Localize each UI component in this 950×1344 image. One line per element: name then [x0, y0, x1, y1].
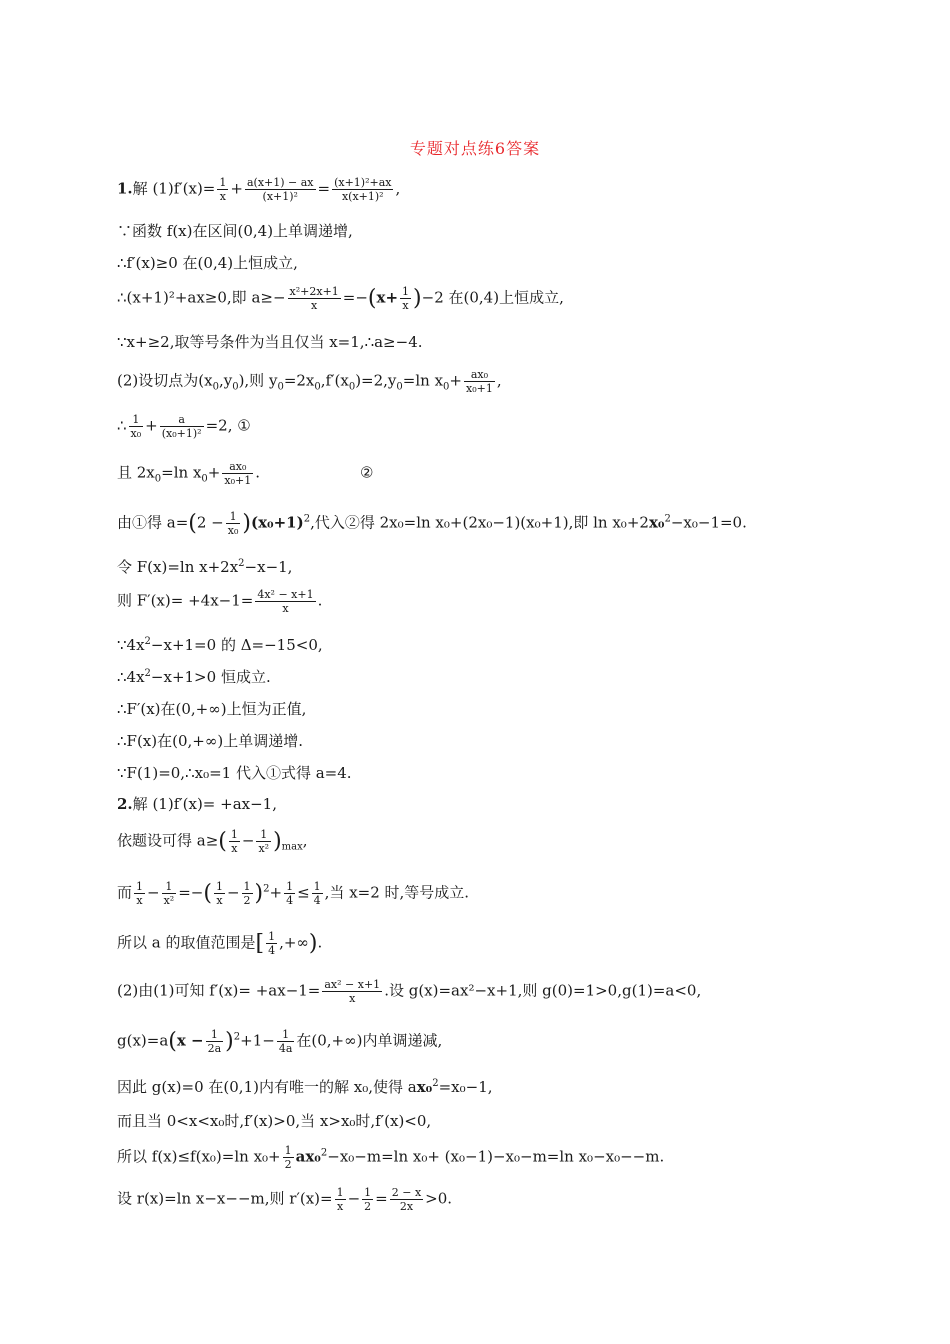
fraction: $\frac{1}{2}$	[284, 1144, 292, 1171]
fraction: $\frac{1}{x}$	[336, 1186, 344, 1213]
line-18: 依题设可得 a≥( $\frac{1}{x}$ − $\frac{1}{\text{x²}}$ )$_{max}$,	[117, 828, 308, 855]
line-24: 而且当 0<x<x₀时,f′(x)>0,当 x>x₀时,f′(x)<0,	[117, 1112, 432, 1130]
fraction: $\frac{1}{x}$	[215, 880, 223, 907]
fraction: $\frac{1}{4}$	[286, 880, 294, 907]
fraction: $\frac{\text{(x+1)²+ax}}{\text{x(x+1)²}}$	[334, 176, 392, 203]
line-17: 2.解 (1)f′(x)= +ax−1,	[117, 795, 277, 813]
line-10: 令 F(x)=ln $x+2x^2-x-1$,	[117, 558, 293, 576]
line-2: ∵函数 f(x)在区间(0,4)上单调递增,	[117, 222, 353, 240]
fraction: $\frac{\text{ax₀}}{\text{x₀+1}}$	[224, 460, 252, 487]
line-20: 所以 a 的取值范围是[ $\frac{1}{4}$ ,+∞).	[117, 930, 323, 957]
line-9: 由①得 a=(2 − $\frac{1}{\text{x₀}}$ )$(x_0+1)^2$,代入②得 2x₀=ln x₀+(2x₀−1)(x₀+1),即 ln x₀+2x₀$^2$−x₀−1=0.	[117, 510, 747, 537]
fraction: $\frac{\text{ax₀}}{\text{x₀+1}}$	[466, 368, 493, 395]
fraction: $\frac{1}{x}$	[230, 828, 238, 855]
line-26: 设 r(x)=ln x−x−−m,则 r′(x)= $\frac{1}{x}$ − $\frac{1}{2}$ = $\frac{2 - x}{2x}$ >0.	[117, 1186, 453, 1213]
line-12: $\because 4x^2-x+1=0$ 的 Δ=−15<0,	[117, 636, 323, 654]
fraction: $\frac{1}{2a}$	[207, 1028, 222, 1055]
line-5: ∵x+≥2,取等号条件为当且仅当 x=1,∴a≥−4.	[117, 333, 423, 351]
line-1: 1.解 (1)f′(x)= $\frac{1}{x}$ + $\frac{a(x+1) - ax}{\text{(x+1)²}}$ = $\frac{\text{(x+1)²+ax}}{\text{x(x+1)²}}$ ,	[117, 176, 401, 203]
fraction: $\frac{\text{x²+2x+1}}{x}$	[289, 285, 339, 312]
fraction: $\frac{1}{\text{x²}}$	[163, 880, 175, 907]
line-23: 因此 g(x)=0 在(0,1)内有唯一的解 x₀,使得 ax₀$^2$=x₀−1,	[117, 1078, 493, 1096]
fraction: $\frac{1}{4}$	[268, 930, 276, 957]
fraction: $\frac{a(x+1) - ax}{\text{(x+1)²}}$	[246, 176, 314, 203]
fraction: $\frac{1}{x}$	[136, 880, 144, 907]
line-21: (2)由(1)可知 f′(x)= +ax−1= $\frac{\text{ax² − x+1}}{x}$ .设 g(x)=ax²−x+1,则 g(0)=1>0,g(1)=a<0,	[117, 978, 702, 1005]
fraction: $\frac{1}{\text{x₀}}$	[130, 413, 142, 440]
fraction: $\frac{\text{4x² − x+1}}{x}$	[257, 588, 314, 615]
fraction: $\frac{1}{x}$	[402, 285, 410, 312]
line-15: ∴F(x)在(0,+∞)上单调递增.	[117, 732, 303, 750]
line-3: ∴f′(x)≥0 在(0,4)上恒成立,	[117, 254, 298, 272]
line-19: 而 $\frac{1}{x}$ − $\frac{1}{\text{x²}}$ =−( $\frac{1}{x}$ − $\frac{1}{2}$ )$^2$+ $\frac{1}{4}$ ≤ $\frac{1}{4}$ ,当 x=2 时,等号成立.	[117, 880, 470, 907]
fraction: $\frac{1}{4}$	[313, 880, 321, 907]
line-4: ∴(x+1)²+ax≥0,即 a≥− $\frac{\text{x²+2x+1}}{x}$ =−(x+ $\frac{1}{x}$ )−2 在(0,4)上恒成立,	[117, 285, 564, 312]
line-7: ∴ $\frac{1}{\text{x₀}}$ + $\frac{a}{\text{(x₀+1)²}}$ =2, ①	[117, 413, 251, 440]
line-8: 且 $2x_0=\ln$ $x_0+$ $\frac{\text{ax₀}}{\text{x₀+1}}$ . ②	[117, 460, 374, 487]
line-16: ∵F(1)=0,∴x₀=1 代入①式得 a=4.	[117, 764, 352, 782]
fraction: $\frac{1}{\text{x₀}}$	[227, 510, 239, 537]
line-11: 则 F′(x)= +4x−1= $\frac{\text{4x² − x+1}}{x}$ .	[117, 588, 323, 615]
line-14: ∴F′(x)在(0,+∞)上恒为正值,	[117, 700, 307, 718]
line-6: (2)设切点为$(x_0,y_0)$,则 $y_0=2x_0,f'(x_0)=2,y_0=\ln$ $x_0+$ $\frac{\text{ax₀}}{\text{x₀+1}}$ ,	[117, 368, 502, 395]
fraction: $\frac{1}{2}$	[243, 880, 251, 907]
fraction: $\frac{1}{x}$	[219, 176, 227, 203]
fraction: $\frac{1}{4a}$	[278, 1028, 293, 1055]
fraction: $\frac{1}{2}$	[364, 1186, 372, 1213]
line-25: 所以 f(x)≤f(x₀)=ln x₀+ $\frac{1}{2}$ ax₀$^2$−x₀−m=ln x₀+ (x₀−1)−x₀−m=ln x₀−x₀−−m.	[117, 1144, 665, 1171]
page-title: 专题对点练6答案	[409, 139, 541, 158]
line-22: g(x)=a(x − $\frac{1}{2a}$ )$^2$+1− $\frac{1}{4a}$ 在(0,+∞)内单调递减,	[117, 1028, 443, 1055]
fraction: $\frac{a}{\text{(x₀+1)²}}$	[161, 413, 202, 440]
fraction: $\frac{1}{\text{x²}}$	[258, 828, 270, 855]
line-13: $\therefore 4x^2-x+1>0$ 恒成立.	[117, 668, 271, 686]
fraction: $\frac{2 - x}{2x}$	[391, 1186, 422, 1213]
fraction: $\frac{\text{ax² − x+1}}{x}$	[324, 978, 381, 1005]
